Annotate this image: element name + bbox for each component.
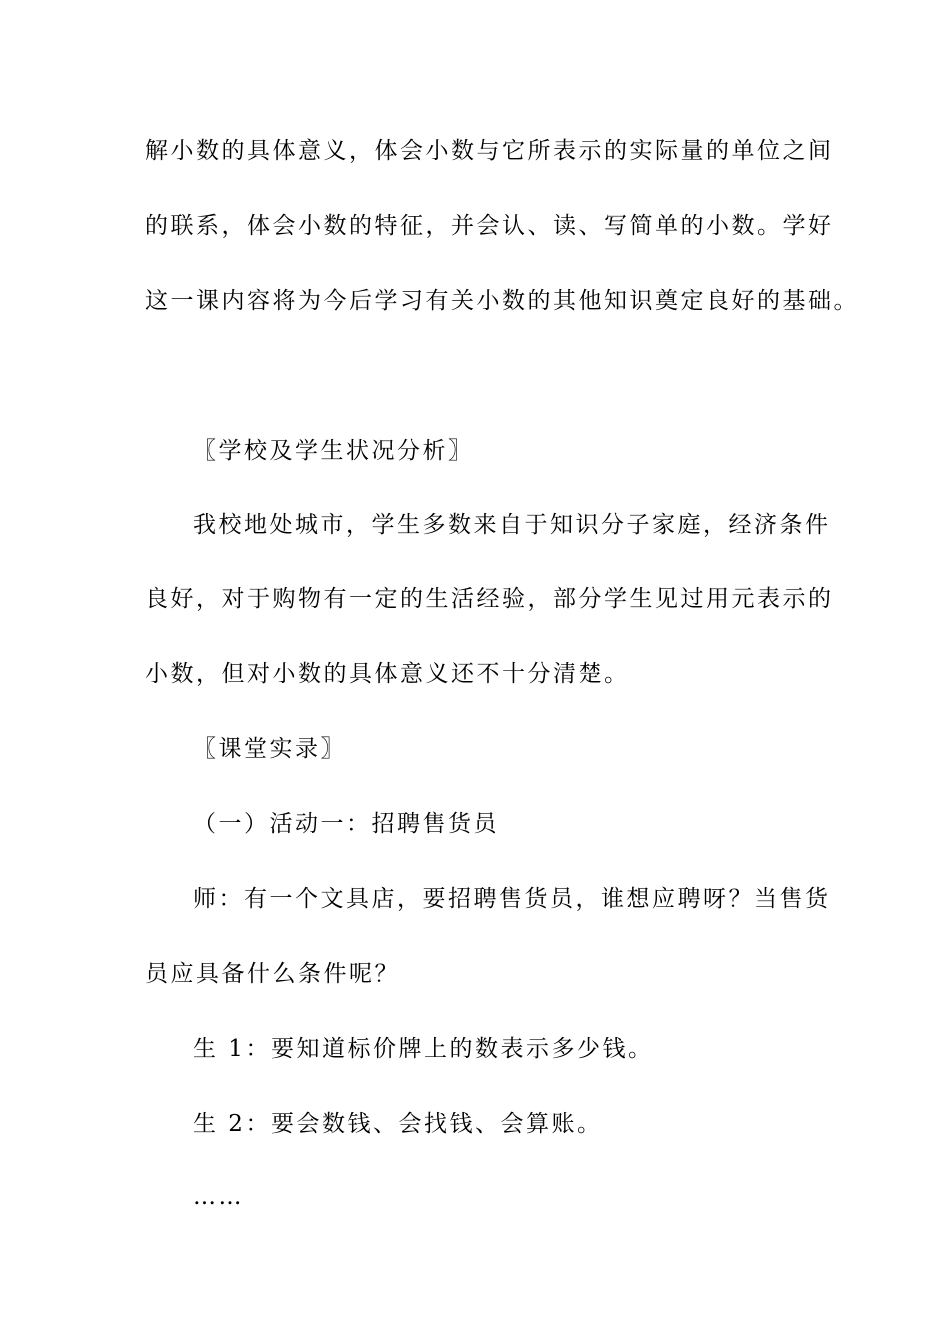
dialogue-line: 生 2：要会数钱、会找钱、会算账。 — [193, 1111, 603, 1137]
dialogue-line: 员应具备什么条件呢？ — [145, 961, 400, 987]
paragraph-line: 的联系，体会小数的特征，并会认、读、写简单的小数。学好 — [145, 213, 834, 239]
paragraph-line: 小数，但对小数的具体意义还不十分清楚。 — [145, 661, 630, 687]
dialogue-line: 生 1：要知道标价牌上的数表示多少钱。 — [193, 1036, 654, 1062]
activity-heading: （一）活动一：招聘售货员 — [193, 811, 499, 837]
paragraph-line: 我校地处城市，学生多数来自于知识分子家庭，经济条件 — [193, 512, 831, 538]
ellipsis: …… — [193, 1184, 244, 1210]
paragraph-line: 良好，对于购物有一定的生活经验，部分学生见过用元表示的 — [145, 586, 834, 612]
section-heading: 〖课堂实录〗 — [193, 736, 346, 762]
dialogue-line: 师：有一个文具店，要招聘售货员，谁想应聘呀？当售货 — [193, 886, 831, 912]
section-heading: 〖学校及学生状况分析〗 — [193, 438, 474, 464]
paragraph-line: 这一课内容将为今后学习有关小数的其他知识奠定良好的基础。 — [145, 288, 859, 314]
paragraph-line: 解小数的具体意义，体会小数与它所表示的实际量的单位之间 — [145, 138, 834, 164]
